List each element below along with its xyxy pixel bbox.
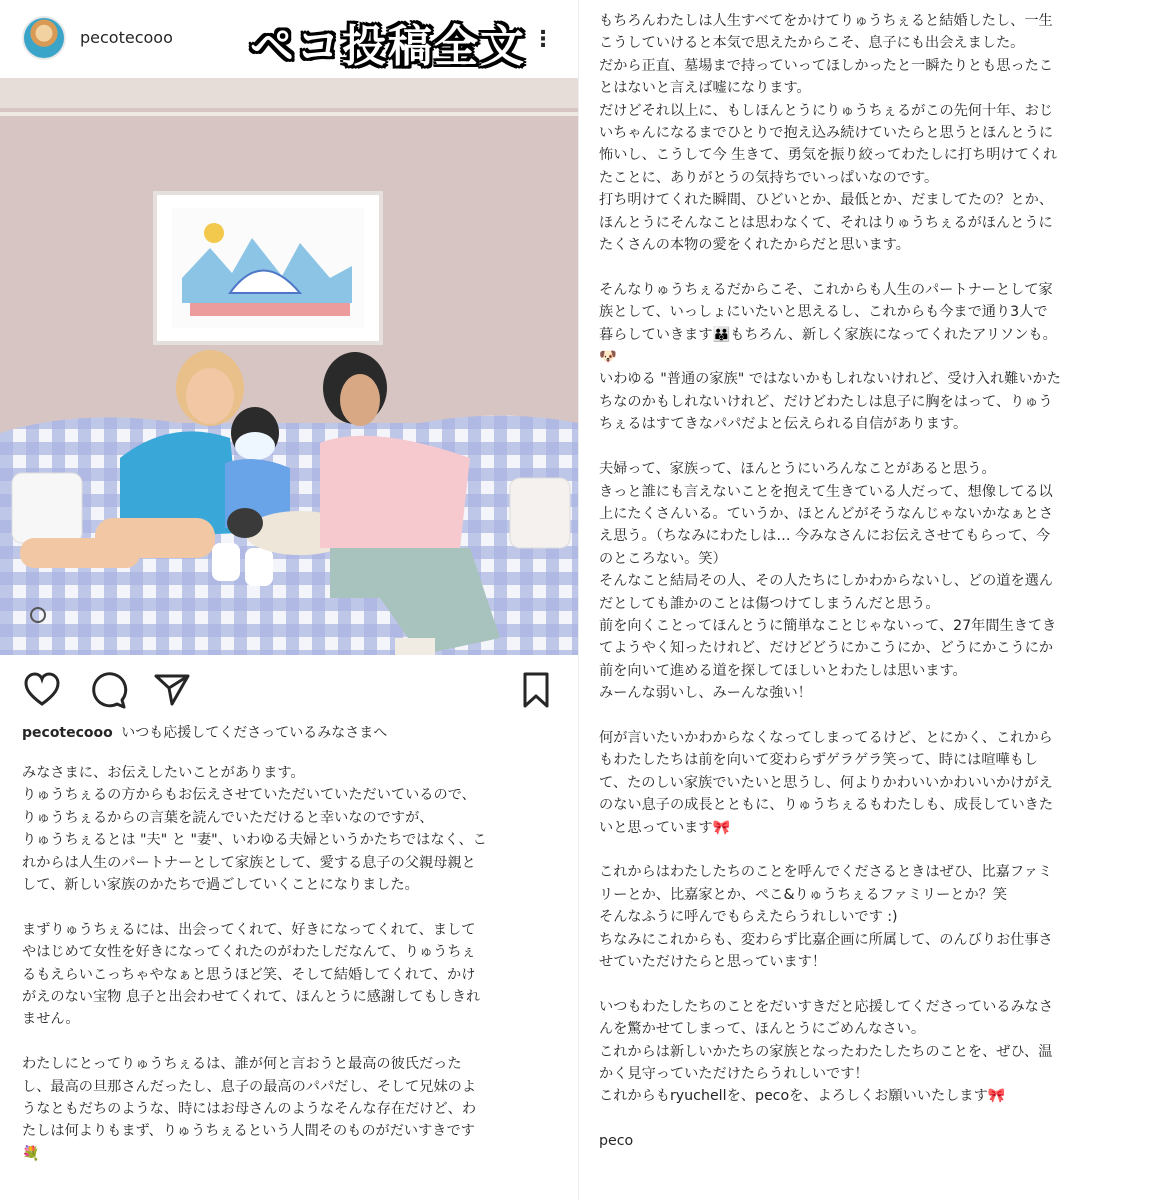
overlay-title: ペコ投稿全文 xyxy=(250,21,526,72)
comment-icon[interactable] xyxy=(88,670,128,710)
caption-line: いちゃんになるまでひとりで抱え込み続けていたらと思うとほんとうに xyxy=(599,125,1054,142)
caption-line: きっと誰にも言えないことを抱えて生きている人だって、想像してる以 xyxy=(599,483,1053,500)
caption-line: だとしても誰かのことは傷つけてしまうんだと思う。 xyxy=(599,595,940,612)
caption-paragraph xyxy=(22,919,557,1031)
caption-line: peco xyxy=(599,1133,634,1150)
caption-line: 族として、いっしょにいたいと思えるし、これからも今まで通り3人で xyxy=(599,304,1048,321)
caption-line: 前を向いて進める道を探してほしいとわたしは思います。 xyxy=(599,662,967,679)
more-icon[interactable]: ⋮ xyxy=(532,27,554,52)
caption-body xyxy=(22,762,557,1188)
caption-line: て、たのしい家族でいたいと思うし、何よりかわいいかわいいかけがえ xyxy=(599,774,1053,791)
caption-line: 前を向くことってほんとうに簡単なことじゃないって、27年間生きてき xyxy=(599,617,1057,634)
caption-line: だから正直、墓場まで持っていってほしかったと一瞬たりとも思ったこ xyxy=(599,57,1054,74)
caption-line: これからもryuchellを、pecoを、よろしくお願いいたします🎀 xyxy=(599,1088,1006,1105)
caption-line: 打ち明けてくれた瞬間、ひどいとか、最低とか、だましてたの？とか、 xyxy=(599,192,1054,209)
caption-paragraph xyxy=(599,996,1139,1108)
caption-line: てようやく知ったけれど、だけどどうにかこうにか、どうにかこうにか xyxy=(599,640,1054,657)
caption-line: ません。 xyxy=(22,1011,80,1028)
caption-line: だけどそれ以上に、もしほんとうにりゅうちぇるがこの先何十年、おじ xyxy=(599,102,1054,119)
caption-line: もわたしたちは前を向いて変わらずゲラゲラ笑って、時には喧嘩もし xyxy=(599,752,1039,769)
caption-line: いと思っています🎀 xyxy=(599,819,731,836)
caption-line: ちなのかもしれないけれど、だけどわたしは息子に胸をはって、りゅう xyxy=(599,393,1053,410)
caption-line: れからは人生のパートナーとして家族として、愛する息子の父親母親と xyxy=(22,854,476,871)
caption-line: え思う。（ちなみにわたしは… 今みなさんにお伝えさせてもらって、今 xyxy=(599,528,1051,545)
heart-icon[interactable] xyxy=(22,670,62,710)
caption-line: たしは何よりもまず、りゅうちぇるという人間そのものがだいすきです xyxy=(22,1123,475,1140)
caption-continued xyxy=(578,0,1154,1200)
caption-continued-body xyxy=(599,10,1139,1175)
caption-paragraph xyxy=(599,861,1139,973)
caption-line: たことに、ありがとうの気持ちでいっぱいなのです。 xyxy=(599,169,939,186)
caption-line: りゅうちぇるとは "夫" と "妻"、いわゆる夫婦というかたちではなく、こ xyxy=(22,832,487,849)
caption-line: んを驚かせてしまって、ほんとうにごめんなさい。 xyxy=(599,1021,926,1038)
caption-line: のところない。笑） xyxy=(599,550,727,567)
post-header xyxy=(0,0,578,78)
caption-line: ほんとうにそんなことは思わなくて、それはりゅうちぇるがほんとうに xyxy=(599,214,1053,231)
caption-line: 怖いし、こうして今 生きて、勇気を振り絞ってわたしに打ち明けてくれ xyxy=(599,147,1058,164)
caption-line: ちなみにこれからも、変わらず比嘉企画に所属して、のんびりお仕事さ xyxy=(599,931,1053,948)
caption-intro: いつも応援してくださっているみなさまへ xyxy=(121,725,388,741)
caption-line: がえのない宝物 息子と出会わせてくれて、ほんとうに感謝してもしきれ xyxy=(22,989,481,1006)
caption-line: 暮らしていきます👪もちろん、新しく家族になってくれたアリソンも。 xyxy=(599,326,1057,343)
post-username[interactable]: pecotecooo xyxy=(80,28,173,47)
caption-line: のない息子の成長とともに、りゅうちぇるもわたしも、成長していきた xyxy=(599,797,1054,814)
caption-line: りゅうちぇるからの言葉を読んでいただけると幸いなのですが、 xyxy=(22,809,434,826)
caption-line: わたしにとってりゅうちぇるは、誰が何と言おうと最高の彼氏だった xyxy=(22,1056,462,1073)
bookmark-icon[interactable] xyxy=(516,670,556,710)
caption-line: まずりゅうちぇるには、出会ってくれて、好きになってくれて、まして xyxy=(22,921,476,938)
caption-line: うなともだちのような、時にはお母さんのようなそんな存在だけど、わ xyxy=(22,1101,477,1118)
caption-line: リーとか、比嘉家とか、ぺこ&りゅうちぇるファミリーとか？笑 xyxy=(599,886,1008,903)
caption-line: そんなこと結局その人、その人たちにしかわからないし、どの道を選ん xyxy=(599,573,1054,590)
avatar[interactable] xyxy=(22,16,66,60)
caption-line: いつもわたしたちのことをだいすきだと応援してくださっているみなさ xyxy=(599,998,1054,1015)
caption-line: 夫婦って、家族って、ほんとうにいろんなことがあると思う。 xyxy=(599,461,996,478)
caption-paragraph xyxy=(599,458,1139,704)
caption-header xyxy=(22,722,387,742)
caption-paragraph xyxy=(599,279,1139,436)
caption-paragraph xyxy=(599,727,1139,839)
caption-line: せていただけたらと思っています！ xyxy=(599,954,827,970)
caption-line: これからはわたしたちのことを呼んでくださるときはぜひ、比嘉ファミ xyxy=(599,864,1053,881)
caption-line: るもえらいこっちゃやなぁと思うほど笑、そして結婚してくれて、かけ xyxy=(22,966,476,983)
caption-line: たくさんの本物の愛をくれたからだと思います。 xyxy=(599,237,910,254)
caption-line: かく見守っていただけたらうれしいです！ xyxy=(599,1066,869,1083)
action-bar xyxy=(0,660,578,716)
caption-line: みーんな弱いし、みーんな強い！ xyxy=(599,685,812,702)
caption-paragraph xyxy=(599,10,1139,256)
caption-line: そんなふうに呼んでもらえたらうれしいです :) xyxy=(599,909,898,926)
caption-username[interactable]: pecotecooo xyxy=(22,725,113,741)
caption-line: いわゆる "普通の家族" ではないかもしれないけれど、受け入れ難いかた xyxy=(599,371,1061,388)
caption-line: 何が言いたいかわからなくなってしまってるけど、とにかく、これから xyxy=(599,729,1053,746)
caption-line: やはじめて女性を好きになってくれたのがわたしだなんて、りゅうちぇ xyxy=(22,944,476,961)
caption-line: そんなりゅうちぇるだからこそ、これからも人生のパートナーとして家 xyxy=(599,281,1053,298)
caption-line: し、最高の旦那さんだったし、息子の最高のパパだし、そして兄妹のよ xyxy=(22,1078,477,1095)
share-icon[interactable] xyxy=(152,670,192,710)
caption-paragraph xyxy=(22,762,557,896)
caption-line: りゅうちぇるの方からもお伝えさせていただいていただいているので、 xyxy=(22,787,476,804)
caption-line: もちろんわたしは人生すべてをかけてりゅうちぇると結婚したし、一生 xyxy=(599,13,1053,29)
caption-line: 上にたくさんいる。ていうか、ほとんどがそうなんじゃないかなぁとさ xyxy=(599,505,1054,522)
caption-line: して、新しい家族のかたちで過ごしていくことになりました。 xyxy=(22,877,419,894)
caption-line: とはないと言えば嘘になります。 xyxy=(599,80,811,97)
caption-line: ちぇるはすてきなパパだよと伝えられる自信があります。 xyxy=(599,416,968,433)
caption-line: みなさまに、お伝えしたいことがあります。 xyxy=(22,765,305,781)
caption-paragraph xyxy=(22,1053,557,1165)
caption-line: 💐 xyxy=(22,1145,40,1162)
caption-line: これからは新しいかたちの家族となったわたしたちのことを、ぜひ、温 xyxy=(599,1043,1053,1060)
caption-line: 🐶 xyxy=(599,349,617,366)
caption-line: こうしていけると本気で思えたからこそ、息子にも出会えました。 xyxy=(599,35,1025,52)
caption-paragraph xyxy=(599,1130,1139,1152)
post-photo[interactable] xyxy=(0,78,578,655)
